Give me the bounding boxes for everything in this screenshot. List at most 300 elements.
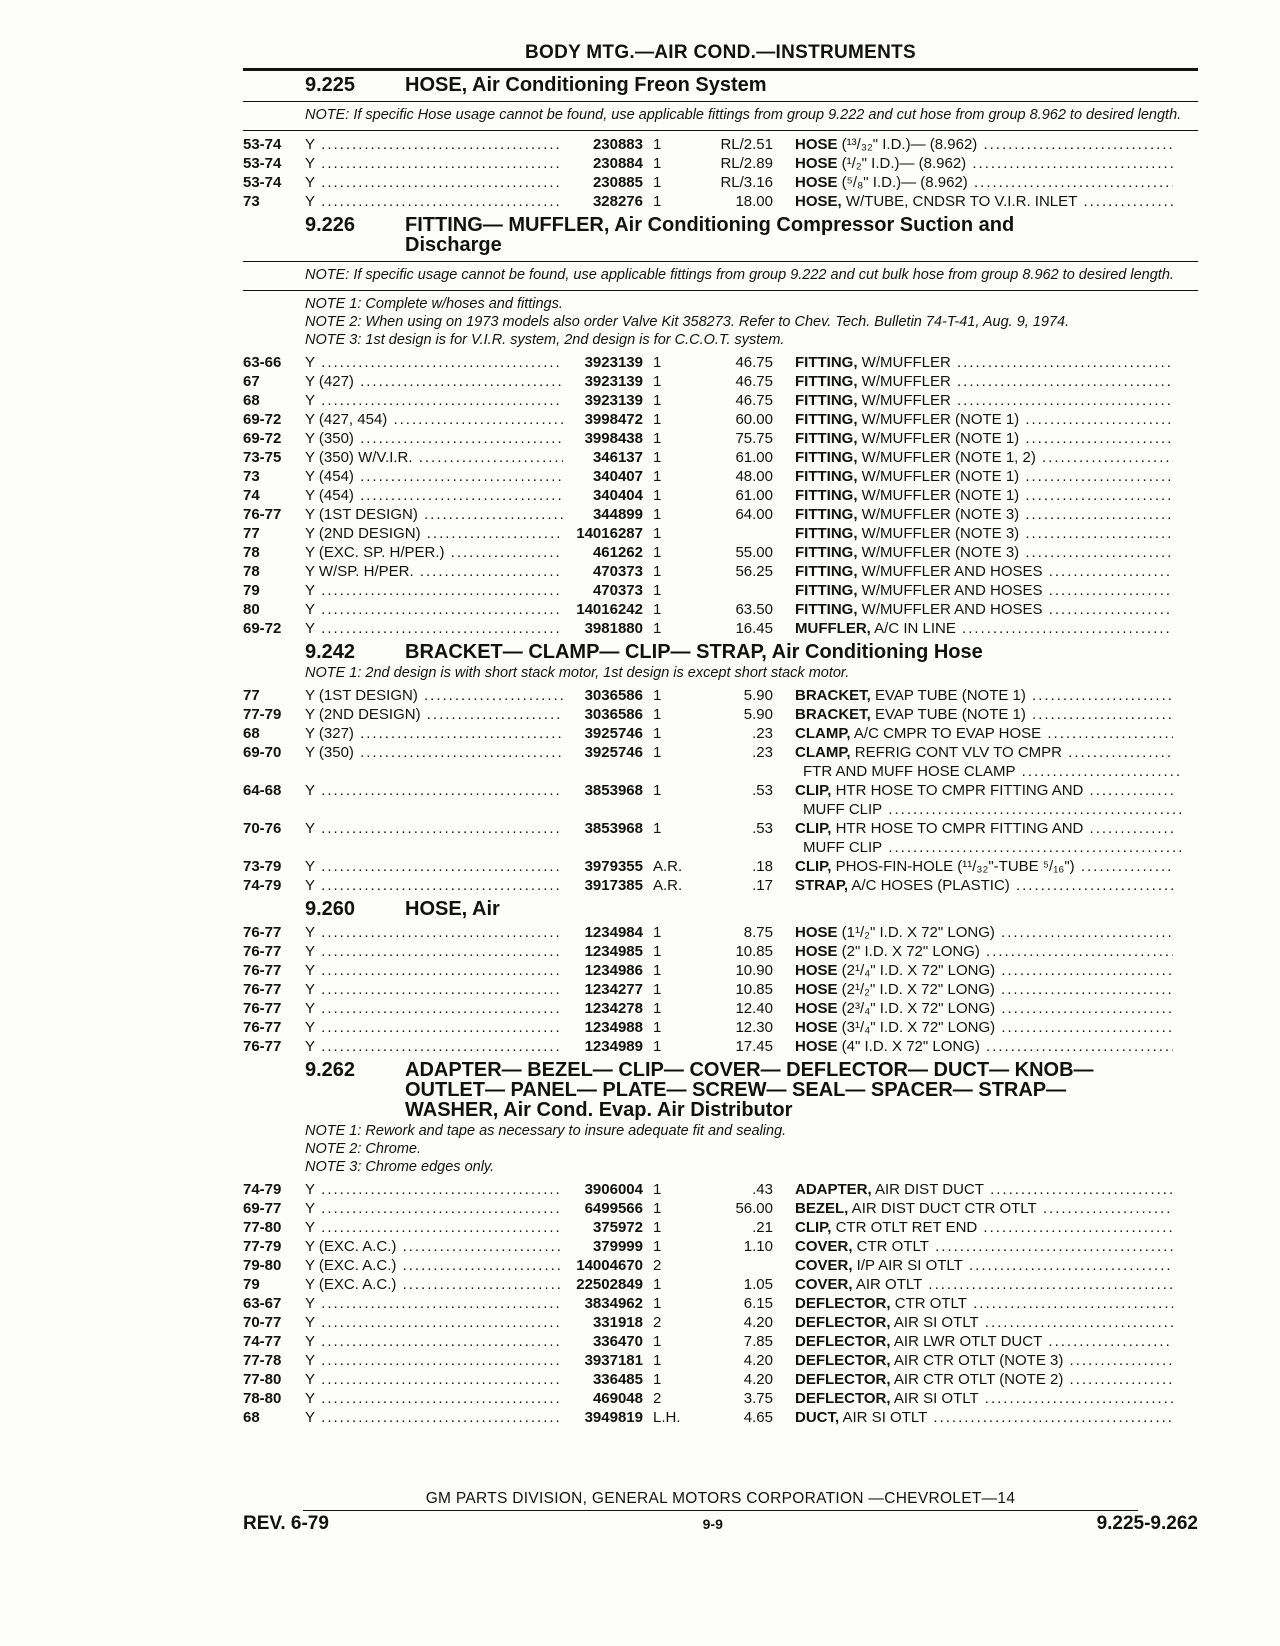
model-code: Y ..... — [305, 1037, 563, 1056]
quantity: 1 — [653, 1333, 662, 1350]
quantity: 1 — [653, 687, 662, 704]
section-heading — [305, 899, 1198, 919]
quantity: 1 — [653, 411, 662, 428]
quantity: 1 — [653, 1019, 662, 1036]
model-years: 68 — [243, 1409, 260, 1426]
part-keyword: HOSE — [795, 155, 838, 172]
part-keyword: COVER, — [795, 1238, 853, 1255]
model-code: Y ..... — [305, 923, 563, 942]
part-detail: HTR HOSE TO CMPR FITTING AND — [831, 782, 1084, 799]
part-number: 1234278 — [584, 1000, 643, 1017]
catalog-page — [243, 42, 1198, 1427]
quantity: 1 — [653, 155, 662, 172]
part-description — [773, 942, 1173, 961]
part-number: 1234988 — [584, 1019, 643, 1036]
part-description — [773, 1351, 1173, 1370]
part-row — [243, 1180, 1198, 1199]
part-keyword: DEFLECTOR, — [795, 1352, 891, 1369]
part-row — [243, 1037, 1198, 1056]
price: .21 — [752, 1219, 773, 1236]
part-row — [243, 619, 1198, 638]
price: 61.00 — [735, 487, 773, 504]
part-description — [773, 372, 1173, 391]
part-keyword: HOSE — [795, 1000, 838, 1017]
model-code: Y W/SP. H/PER. ..... — [305, 562, 563, 581]
quantity: 1 — [653, 1181, 662, 1198]
part-description — [773, 1408, 1173, 1427]
part-description-continued: MUFF CLIP ..... — [773, 800, 1181, 819]
model-years: 69-70 — [243, 744, 282, 761]
price: 17.45 — [735, 1038, 773, 1055]
page-header: BODY MTG.—AIR COND.—INSTRUMENTS — [243, 42, 1198, 71]
model-code: Y (327) ..... — [305, 724, 563, 743]
part-detail: (2¹/₂" I.D. X 72" LONG) — [837, 981, 995, 998]
part-row — [243, 1332, 1198, 1351]
quantity: A.R. — [653, 877, 683, 894]
quantity: 1 — [653, 1219, 662, 1236]
model-years: 78 — [243, 544, 260, 561]
part-description — [773, 1180, 1173, 1199]
quantity: 1 — [653, 981, 662, 998]
quantity: A.R. — [653, 858, 683, 875]
price: .23 — [752, 725, 773, 742]
part-row-continuation — [243, 800, 1198, 819]
part-description — [773, 876, 1173, 895]
part-row — [243, 781, 1198, 800]
model-years: 74-79 — [243, 1181, 282, 1198]
part-detail: W/MUFFLER (NOTE 3) — [857, 506, 1020, 523]
quantity: 1 — [653, 1352, 662, 1369]
part-keyword: FITTING, — [795, 411, 858, 428]
part-keyword: COVER, — [795, 1276, 853, 1293]
part-row — [243, 173, 1198, 192]
part-detail: A/C HOSES (PLASTIC) — [848, 877, 1010, 894]
model-code: Y ..... — [305, 1408, 563, 1427]
note-line: NOTE 1: Rework and tape as necessary to insure adequate fit and sealing. — [305, 1123, 787, 1139]
quantity: 1 — [653, 1371, 662, 1388]
quantity: 1 — [653, 1200, 662, 1217]
section-9-225 — [243, 75, 1198, 211]
model-code: Y (427) ..... — [305, 372, 563, 391]
part-detail: W/MUFFLER — [857, 354, 951, 371]
part-number: 3923139 — [584, 354, 643, 371]
notes-block — [243, 1122, 1198, 1176]
part-number: 3923139 — [584, 392, 643, 409]
part-row — [243, 1294, 1198, 1313]
part-number: 1234989 — [584, 1038, 643, 1055]
section-rule — [243, 130, 1198, 131]
section-title: HOSE, Air Conditioning Freon System — [405, 74, 767, 96]
part-keyword: FITTING, — [795, 354, 858, 371]
part-detail: AIR OTLT — [852, 1276, 923, 1293]
section-heading — [305, 642, 1198, 662]
part-detail: A/C IN LINE — [870, 620, 956, 637]
part-description-continued: MUFF CLIP ..... — [773, 838, 1181, 857]
model-code: Y ..... — [305, 1199, 563, 1218]
part-number: 346137 — [592, 449, 643, 466]
sections-container — [243, 75, 1198, 1427]
model-years: 53-74 — [243, 155, 282, 172]
model-years: 77 — [243, 525, 260, 542]
part-description — [773, 524, 1173, 543]
part-keyword: FITTING, — [795, 392, 858, 409]
part-number: 328276 — [592, 193, 643, 210]
parts-list — [243, 353, 1198, 638]
part-keyword: FITTING, — [795, 601, 858, 618]
section-rule — [243, 261, 1198, 262]
price: 75.75 — [735, 430, 773, 447]
part-keyword: CLIP, — [795, 782, 832, 799]
model-code: Y (2ND DESIGN) ..... — [305, 524, 563, 543]
part-detail: (¹/₂" I.D.)— (8.962) — [837, 155, 967, 172]
part-row — [243, 1313, 1198, 1332]
part-row — [243, 1218, 1198, 1237]
price: 1.10 — [743, 1238, 773, 1255]
quantity: 1 — [653, 354, 662, 371]
part-description — [773, 705, 1173, 724]
part-detail: AIR SI OTLT — [890, 1314, 979, 1331]
part-detail: AIR CTR OTLT (NOTE 2) — [890, 1371, 1064, 1388]
model-years: 76-77 — [243, 981, 282, 998]
part-number: 230883 — [592, 136, 643, 153]
part-detail: REFRIG CONT VLV TO CMPR — [850, 744, 1062, 761]
part-detail: EVAP TUBE (NOTE 1) — [870, 687, 1026, 704]
quantity: 1 — [653, 1276, 662, 1293]
section-9-262 — [243, 1060, 1198, 1427]
part-description-continued: FTR AND MUFF HOSE CLAMP ..... — [773, 762, 1181, 781]
section-9-226 — [243, 215, 1198, 638]
part-row — [243, 724, 1198, 743]
model-years: 73 — [243, 468, 260, 485]
part-description — [773, 581, 1173, 600]
page-footer — [243, 1490, 1198, 1535]
section-rule — [243, 101, 1198, 102]
part-detail: AIR DIST DUCT — [871, 1181, 984, 1198]
model-years: 76-77 — [243, 1000, 282, 1017]
part-description — [773, 999, 1173, 1018]
part-keyword: BRACKET, — [795, 687, 871, 704]
model-years: 78 — [243, 563, 260, 580]
model-years: 76-77 — [243, 1019, 282, 1036]
quantity: 1 — [653, 430, 662, 447]
model-code: Y ..... — [305, 600, 563, 619]
model-code: Y (1ST DESIGN) ..... — [305, 686, 563, 705]
model-years: 73 — [243, 193, 260, 210]
part-row — [243, 942, 1198, 961]
quantity: 1 — [653, 392, 662, 409]
part-keyword: FITTING, — [795, 449, 858, 466]
part-row — [243, 353, 1198, 372]
model-years: 76-77 — [243, 506, 282, 523]
part-keyword: CLAMP, — [795, 725, 851, 742]
part-detail: W/MUFFLER (NOTE 1, 2) — [857, 449, 1036, 466]
part-keyword: BEZEL, — [795, 1200, 849, 1217]
part-number: 336485 — [592, 1371, 643, 1388]
part-detail: (4" I.D. X 72" LONG) — [837, 1038, 980, 1055]
model-years: 67 — [243, 373, 260, 390]
part-keyword: FITTING, — [795, 563, 858, 580]
quantity: 1 — [653, 820, 662, 837]
part-row — [243, 743, 1198, 762]
part-keyword: CLIP, — [795, 858, 832, 875]
part-description — [773, 1256, 1173, 1275]
quantity: 1 — [653, 706, 662, 723]
part-detail: AIR SI OTLT — [890, 1390, 979, 1407]
part-detail: AIR CTR OTLT (NOTE 3) — [890, 1352, 1064, 1369]
part-keyword: HOSE — [795, 962, 838, 979]
part-keyword: HOSE — [795, 981, 838, 998]
quantity: 1 — [653, 487, 662, 504]
model-years: 53-74 — [243, 136, 282, 153]
quantity: 1 — [653, 193, 662, 210]
price: 4.20 — [743, 1352, 773, 1369]
footer-group-range: 9.225-9.262 — [1096, 1513, 1198, 1534]
quantity: 1 — [653, 563, 662, 580]
part-keyword: FITTING, — [795, 544, 858, 561]
price: 12.40 — [735, 1000, 773, 1017]
quantity: 1 — [653, 582, 662, 599]
model-code: Y ..... — [305, 619, 563, 638]
note-line: NOTE 2: When using on 1973 models also order Valve Kit 358273. Refer to Chev. Tech. Bulletin 74-T-41, Aug. 9, 1974. — [305, 314, 1070, 330]
footer-bottom — [243, 1513, 1198, 1535]
part-description — [773, 1294, 1173, 1313]
part-detail: (3¹/₄" I.D. X 72" LONG) — [837, 1019, 996, 1036]
model-code: Y ..... — [305, 353, 563, 372]
model-code: Y ..... — [305, 980, 563, 999]
footer-page-number: 9-9 — [702, 1516, 723, 1532]
price: .53 — [752, 820, 773, 837]
part-detail: (¹³/₃₂" I.D.)— (8.962) — [837, 136, 978, 153]
note-line: NOTE 1: 2nd design is with short stack motor, 1st design is except short stack motor. — [305, 665, 850, 681]
part-detail: PHOS-FIN-HOLE (¹¹/₃₂"-TUBE ⁵/₁₆") — [831, 858, 1075, 875]
model-code: Y ..... — [305, 857, 563, 876]
section-number: 9.226 — [305, 214, 356, 236]
model-code: Y (EXC. A.C.) ..... — [305, 1275, 563, 1294]
price: 3.75 — [743, 1390, 773, 1407]
model-code: Y (EXC. SP. H/PER.) ..... — [305, 543, 563, 562]
model-years: 69-72 — [243, 620, 282, 637]
section-9-242 — [243, 642, 1198, 895]
price: 56.25 — [735, 563, 773, 580]
model-years: 63-66 — [243, 354, 282, 371]
part-description — [773, 1389, 1173, 1408]
model-years: 68 — [243, 392, 260, 409]
model-years: 79-80 — [243, 1257, 282, 1274]
note-line: NOTE 2: Chrome. — [305, 1141, 422, 1157]
part-description — [773, 961, 1173, 980]
part-row — [243, 372, 1198, 391]
part-description — [773, 857, 1173, 876]
part-description — [773, 192, 1173, 211]
model-years: 70-77 — [243, 1314, 282, 1331]
part-number: 3853968 — [584, 782, 643, 799]
part-number: 3998472 — [584, 411, 643, 428]
part-row — [243, 1389, 1198, 1408]
part-detail: W/MUFFLER (NOTE 3) — [857, 544, 1020, 561]
section-title: FITTING— MUFFLER, Air Conditioning Compressor Suction and Discharge — [405, 214, 1015, 256]
part-number: 230885 — [592, 174, 643, 191]
model-years: 77-79 — [243, 706, 282, 723]
part-description — [773, 173, 1173, 192]
part-row — [243, 1275, 1198, 1294]
part-row-continuation — [243, 762, 1198, 781]
part-description — [773, 819, 1173, 838]
model-years: 76-77 — [243, 924, 282, 941]
model-code: Y ..... — [305, 1018, 563, 1037]
part-row — [243, 192, 1198, 211]
part-row — [243, 1237, 1198, 1256]
section-heading — [305, 215, 1198, 255]
model-years: 69-72 — [243, 411, 282, 428]
part-keyword: HOSE — [795, 174, 838, 191]
part-number: 14016287 — [576, 525, 643, 542]
section-heading — [305, 1060, 1198, 1120]
model-years: 76-77 — [243, 962, 282, 979]
part-detail: CTR OTLT — [852, 1238, 929, 1255]
model-code: Y ..... — [305, 391, 563, 410]
model-years: 70-76 — [243, 820, 282, 837]
model-code: Y ..... — [305, 1389, 563, 1408]
part-detail: (⁵/₈" I.D.)— (8.962) — [837, 174, 968, 191]
model-years: 77-80 — [243, 1371, 282, 1388]
quantity: 1 — [653, 373, 662, 390]
quantity: 1 — [653, 1238, 662, 1255]
part-keyword: CLIP, — [795, 820, 832, 837]
part-row — [243, 154, 1198, 173]
quantity: 1 — [653, 620, 662, 637]
part-number: 3925746 — [584, 744, 643, 761]
part-row — [243, 961, 1198, 980]
note-line: NOTE 1: Complete w/hoses and fittings. — [305, 296, 563, 312]
part-description — [773, 505, 1173, 524]
part-number: 14004670 — [576, 1257, 643, 1274]
quantity: 2 — [653, 1390, 662, 1407]
price: 46.75 — [735, 354, 773, 371]
part-number: 230884 — [592, 155, 643, 172]
part-keyword: FITTING, — [795, 373, 858, 390]
part-row — [243, 1199, 1198, 1218]
model-years: 69-77 — [243, 1200, 282, 1217]
part-row — [243, 1018, 1198, 1037]
part-row — [243, 135, 1198, 154]
model-code: Y ..... — [305, 1332, 563, 1351]
model-years: 78-80 — [243, 1390, 282, 1407]
part-description — [773, 600, 1173, 619]
model-code: Y (350) ..... — [305, 743, 563, 762]
price: 18.00 — [735, 193, 773, 210]
part-detail: (1¹/₂" I.D. X 72" LONG) — [837, 924, 995, 941]
part-keyword: BRACKET, — [795, 706, 871, 723]
part-detail: W/MUFFLER (NOTE 1) — [857, 411, 1020, 428]
part-keyword: HOSE — [795, 924, 838, 941]
note-line: NOTE 3: 1st design is for V.I.R. system, 2nd design is for C.C.O.T. system. — [305, 332, 785, 348]
price: RL/2.89 — [720, 155, 773, 172]
part-description — [773, 781, 1173, 800]
parts-list — [243, 923, 1198, 1056]
parts-list — [243, 1180, 1198, 1427]
part-number: 336470 — [592, 1333, 643, 1350]
model-code: Y ..... — [305, 135, 563, 154]
part-detail: I/P AIR SI OTLT — [852, 1257, 963, 1274]
model-years: 74-77 — [243, 1333, 282, 1350]
model-code: Y ..... — [305, 961, 563, 980]
part-keyword: STRAP, — [795, 877, 849, 894]
price: RL/2.51 — [720, 136, 773, 153]
price: 5.90 — [743, 687, 773, 704]
part-row — [243, 391, 1198, 410]
part-row — [243, 410, 1198, 429]
part-detail: AIR LWR OTLT DUCT — [890, 1333, 1043, 1350]
price: .18 — [752, 858, 773, 875]
part-keyword: HOSE — [795, 943, 838, 960]
model-years: 80 — [243, 601, 260, 618]
price: 10.90 — [735, 962, 773, 979]
model-code: Y (350) ..... — [305, 429, 563, 448]
price — [703, 1256, 773, 1275]
part-row — [243, 923, 1198, 942]
part-description — [773, 391, 1173, 410]
model-code: Y ..... — [305, 1370, 563, 1389]
part-row — [243, 581, 1198, 600]
part-number: 470373 — [592, 563, 643, 580]
price: 55.00 — [735, 544, 773, 561]
model-years: 69-72 — [243, 430, 282, 447]
model-years: 73-75 — [243, 449, 282, 466]
part-description — [773, 1313, 1173, 1332]
part-detail: (2¹/₄" I.D. X 72" LONG) — [837, 962, 996, 979]
part-row — [243, 505, 1198, 524]
part-keyword: FITTING, — [795, 582, 858, 599]
part-description — [773, 1332, 1173, 1351]
model-years: 64-68 — [243, 782, 282, 799]
price: 6.15 — [743, 1295, 773, 1312]
part-row — [243, 819, 1198, 838]
part-row — [243, 1370, 1198, 1389]
part-number: 6499566 — [584, 1200, 643, 1217]
model-years: 79 — [243, 582, 260, 599]
part-row — [243, 1408, 1198, 1427]
part-number: 3923139 — [584, 373, 643, 390]
part-description — [773, 1037, 1173, 1056]
part-description — [773, 743, 1173, 762]
model-code: Y ..... — [305, 1294, 563, 1313]
part-row — [243, 600, 1198, 619]
model-years: 73-79 — [243, 858, 282, 875]
quantity: 1 — [653, 1000, 662, 1017]
part-description — [773, 724, 1173, 743]
part-detail: W/MUFFLER AND HOSES — [857, 582, 1043, 599]
price: .17 — [752, 877, 773, 894]
part-keyword: FITTING, — [795, 506, 858, 523]
section-number: 9.262 — [305, 1059, 356, 1081]
part-detail: W/MUFFLER (NOTE 1) — [857, 468, 1020, 485]
section-heading — [305, 75, 1198, 95]
part-row — [243, 857, 1198, 876]
part-row — [243, 429, 1198, 448]
part-description — [773, 1237, 1173, 1256]
part-keyword: DEFLECTOR, — [795, 1390, 891, 1407]
section-title: ADAPTER— BEZEL— CLIP— COVER— DEFLECTOR— DUCT— KNOB— OUTLET— PANEL— PLATE— SCREW— SEAL— SPACER— STRAP— WASHER, Air Cond. Evap. Air Distributor — [405, 1059, 1094, 1121]
part-number: 470373 — [592, 582, 643, 599]
part-row — [243, 448, 1198, 467]
part-detail: HTR HOSE TO CMPR FITTING AND — [831, 820, 1084, 837]
model-years: 77-80 — [243, 1219, 282, 1236]
part-row — [243, 980, 1198, 999]
price: 8.75 — [743, 924, 773, 941]
part-number: 3949819 — [584, 1409, 643, 1426]
price — [703, 524, 773, 543]
model-years: 68 — [243, 725, 260, 742]
